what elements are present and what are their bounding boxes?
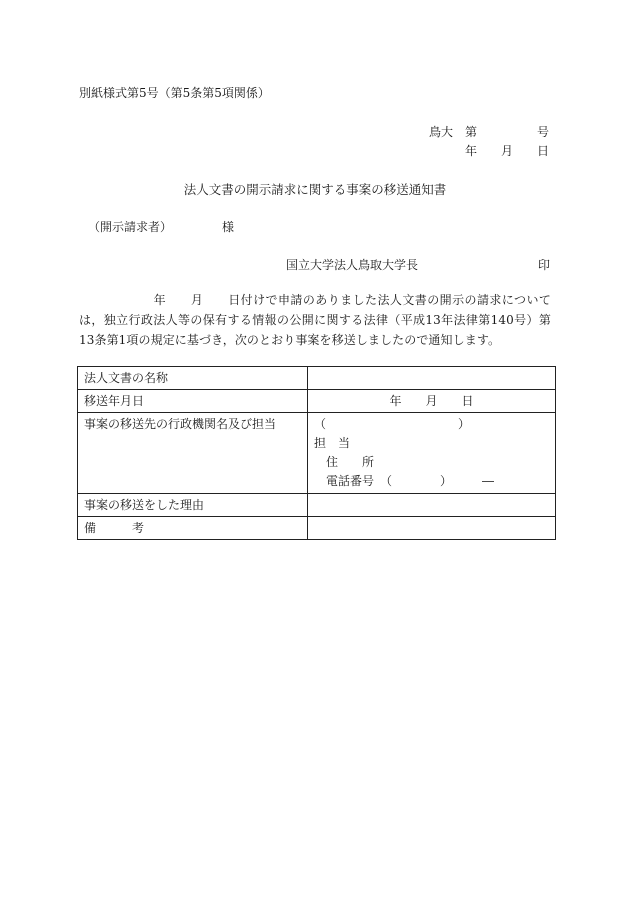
recipient-honorific: 様 <box>222 220 235 234</box>
recipient-label: （開示請求者） <box>88 220 173 234</box>
remarks-value <box>308 517 556 540</box>
phone-line: 電話番号 （ ） ― <box>326 474 495 488</box>
table-row <box>78 413 556 494</box>
address-line: 住 所 <box>326 455 375 469</box>
table-row <box>78 517 556 540</box>
document-name-label: 法人文書の名称 <box>78 367 308 390</box>
seal-mark: 印 <box>538 258 551 272</box>
document-name-value <box>308 367 556 390</box>
table-row <box>78 367 556 390</box>
transfer-destination-label: 事案の移送先の行政機関名及び担当 <box>78 413 308 494</box>
form-label: 別紙様式第5号（第5条第5項関係） <box>79 86 270 100</box>
transfer-date-value: 年 月 日 <box>308 390 556 413</box>
document-title: 法人文書の開示請求に関する事案の移送通知書 <box>183 182 447 197</box>
table-row <box>78 390 556 413</box>
agency-name-line: （ ） <box>314 417 471 431</box>
table-row <box>78 494 556 517</box>
transfer-destination-value <box>308 413 556 494</box>
body-paragraph: 年 月 日付けで申請のありました法人文書の開示の請求については，独立行政法人等の保有する情報の公開に関する法律（平成13年法律第140号）第13条第1項の規定に基づき，次のとおり事案を移送しましたので通知します。 <box>79 293 551 347</box>
sender-line <box>286 256 550 273</box>
transfer-reason-label: 事案の移送をした理由 <box>78 494 308 517</box>
document-date: 年 月 日 <box>464 144 549 158</box>
document-number: 鳥大 第 号 <box>428 125 549 139</box>
remarks-label: 備 考 <box>78 517 308 540</box>
person-in-charge-line: 担 当 <box>314 436 351 450</box>
transfer-details-table <box>77 366 556 540</box>
transfer-date-label: 移送年月日 <box>78 390 308 413</box>
recipient-line <box>88 218 234 235</box>
transfer-reason-value <box>308 494 556 517</box>
sender-name: 国立大学法人鳥取大学長 <box>286 258 419 272</box>
